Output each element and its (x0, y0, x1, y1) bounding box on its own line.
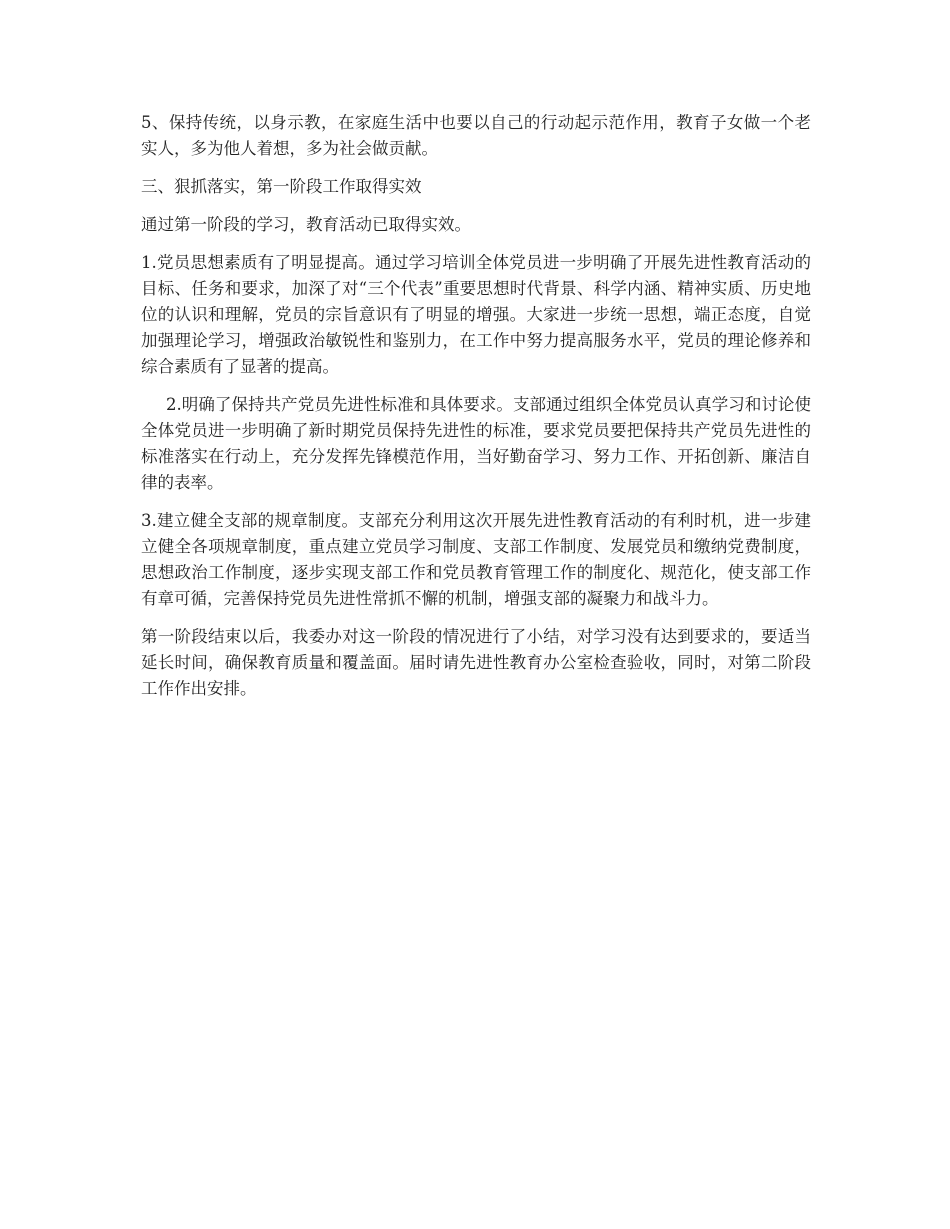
document-body (141, 110, 811, 714)
paragraph-conclusion: 第一阶段结束以后，我委办对这一阶段的情况进行了小结，对学习没有达到要求的，要适当延长时间，确保教育质量和覆盖面。届时请先进性教育办公室检查验收，同时，对第二阶段工作作出安排。 (141, 627, 811, 698)
paragraph-point-2: 2.明确了保持共产党员先进性标准和具体要求。支部通过组织全体党员认真学习和讨论使全体党员进一步明确了新时期党员保持先进性的标准，要求党员要把保持共产党员先进性的标准落实在行动上，充分发挥先锋模范作用，当好勤奋学习、努力工作、开拓创新、廉洁自律的表率。 (141, 395, 811, 492)
paragraph-intro-results: 通过第一阶段的学习，教育活动已取得实效。 (141, 215, 471, 234)
paragraph-item-5-tradition: 5、保持传统，以身示教，在家庭生活中也要以自己的行动起示范作用，教育子女做一个老实人，多为他人着想，多为社会做贡献。 (141, 113, 811, 158)
paragraph-point-3: 3.建立健全支部的规章制度。支部充分利用这次开展先进性教育活动的有利时机，进一步建立健全各项规章制度，重点建立党员学习制度、支部工作制度、发展党员和缴纳党费制度，思想政治工作制度，逐步实现支部工作和党员教育管理工作的制度化、规范化，使支部工作有章可循，完善保持党员先进性常抓不懈的机制，增强支部的凝聚力和战斗力。 (141, 511, 811, 608)
paragraph-point-1: 1.党员思想素质有了明显提高。通过学习培训全体党员进一步明确了开展先进性教育活动的目标、任务和要求，加深了对“三个代表”重要思想时代背景、科学内涵、精神实质、历史地位的认识和理解，党员的宗旨意识有了明显的增强。大家进一步统一思想，端正态度，自觉加强理论学习，增强政治敏锐性和鉴别力，在工作中努力提高服务水平，党员的理论修养和综合素质有了显著的提高。 (141, 253, 811, 376)
section-heading-three: 三、狠抓落实，第一阶段工作取得实效 (141, 177, 422, 196)
